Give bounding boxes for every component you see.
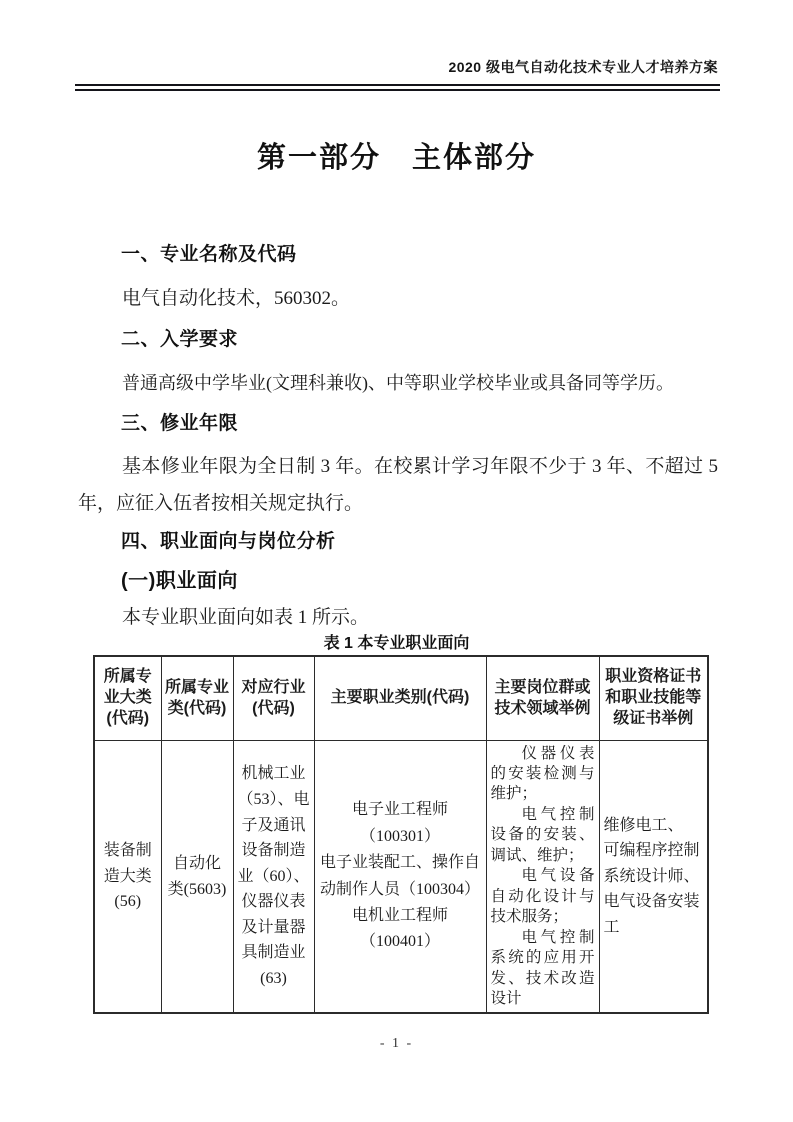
cell-certificates xyxy=(599,741,708,1014)
subsection-body-career: 本专业职业面向如表 1 所示。 xyxy=(122,607,370,628)
section-heading-3: 三、修业年限 xyxy=(121,413,239,434)
col-header-occupation: 主要职业类别(代码) xyxy=(314,656,486,741)
running-header-title: 2020 级电气自动化技术专业人才培养方案 xyxy=(448,59,718,75)
col-header-certificate: 职业资格证书和职业技能等级证书举例 xyxy=(599,656,708,741)
cell-job-areas xyxy=(486,741,599,1014)
section-heading-4: 四、职业面向与岗位分析 xyxy=(121,531,336,552)
table-header-row xyxy=(94,656,708,741)
col-header-job-group: 主要岗位群或技术领域举例 xyxy=(486,656,599,741)
page-number: - 1 - xyxy=(379,1036,414,1051)
job-area-item: 仪器仪表的安装检测与维护； xyxy=(490,744,595,803)
col-header-major-class: 所属专业类(代码) xyxy=(161,656,233,741)
document-title: 第一部分 主体部分 xyxy=(256,142,536,174)
col-header-industry: 对应行业(代码) xyxy=(233,656,314,741)
subsection-heading-career: (一)职业面向 xyxy=(121,570,238,592)
cell-industry: 机械工业（53）、电子及通讯设备制造业（60）、仪器仪表及计量器具制造业(63) xyxy=(233,741,314,1014)
col-header-major-category: 所属专业大类(代码) xyxy=(94,656,161,741)
certificate-item: 电气设备安装工 xyxy=(603,893,700,936)
cell-major-category: 装备制造大类(56) xyxy=(94,741,161,1014)
section-heading-2: 二、入学要求 xyxy=(121,329,239,350)
occupation-item: 电机业工程师（100401） xyxy=(351,906,448,951)
cell-occupations xyxy=(314,741,486,1014)
header-rule xyxy=(75,84,720,91)
table-row xyxy=(94,741,708,1014)
cell-major-class: 自动化类(5603) xyxy=(161,741,233,1014)
occupation-item: 电子业工程师（100301） xyxy=(351,801,448,845)
section-body-1: 电气自动化技术，560302。 xyxy=(122,288,351,309)
occupation-item: 电子业装配工、操作自动制作人员（100304） xyxy=(319,854,480,898)
job-area-item: 电气控制设备的安装、调试、维护； xyxy=(490,805,595,864)
career-table xyxy=(93,655,709,1014)
table-caption: 表 1 本专业职业面向 xyxy=(323,635,470,652)
job-area-item: 电气控制系统的应用开发、技术改造设计 xyxy=(490,928,595,1007)
job-area-item: 电气设备自动化设计与技术服务； xyxy=(490,867,595,926)
section-body-2: 普通高级中学毕业(文理科兼收)、中等职业学校毕业或具备同等学历。 xyxy=(122,373,674,393)
certificate-item: 维修电工、 xyxy=(603,816,684,834)
certificate-item: 可编程序控制系统设计师、 xyxy=(603,842,700,885)
running-header xyxy=(78,57,718,77)
section-heading-1: 一、专业名称及代码 xyxy=(121,244,297,265)
section-body-3: 基本修业年限为全日制 3 年。在校累计学习年限不少于 3 年、不超过 5 年，应征入伍者按相关规定执行。 xyxy=(78,456,718,514)
